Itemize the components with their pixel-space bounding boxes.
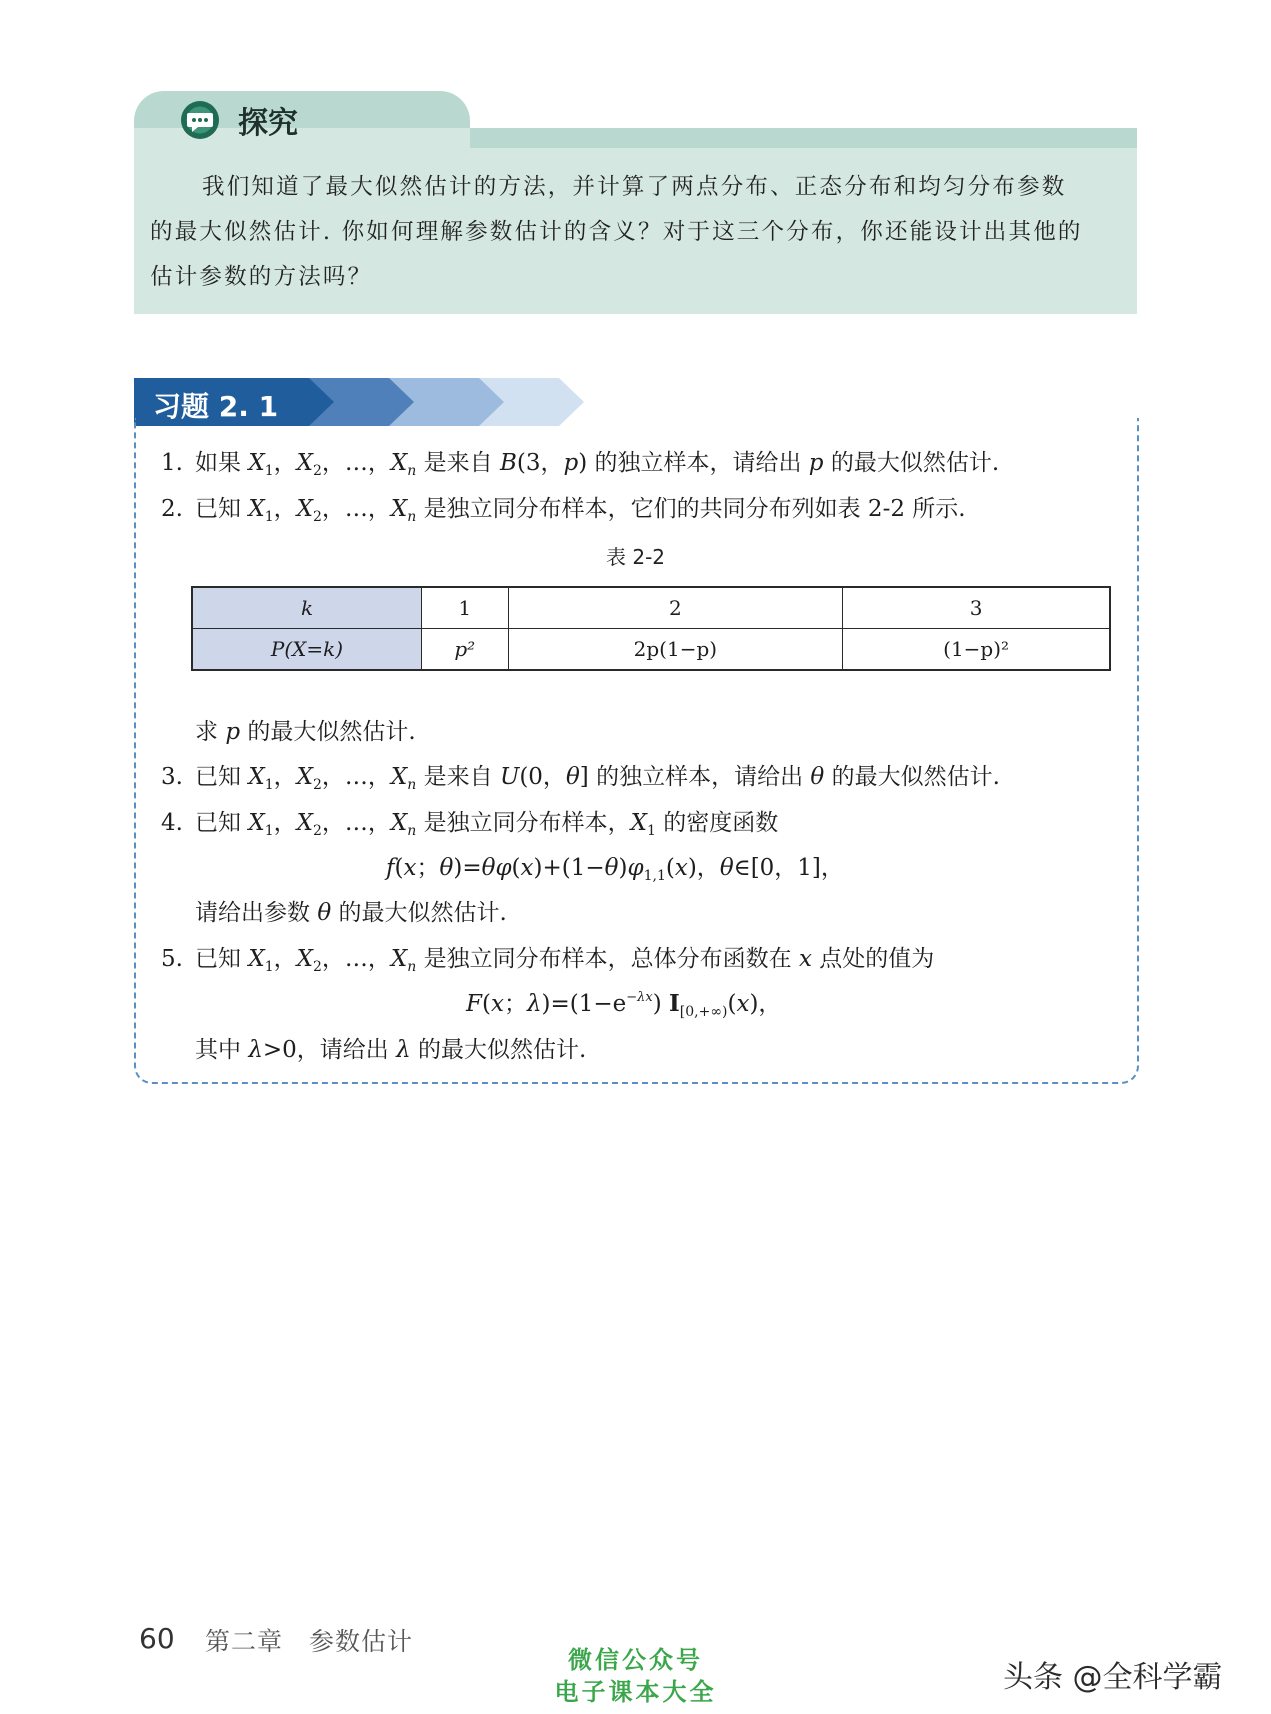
explore-title: 探究 [238,106,298,141]
table-cell: 1 [422,587,509,629]
table-cell: P(X=k) [192,629,422,671]
exercise-item-4-question: 请给出参数 θ 的最大似然估计. [195,900,507,926]
distribution-table [191,586,1111,671]
density-formula: f(x；$\theta)=\theta\varphi(x)+(1-\theta)\varphi_{1,1}(x)$，θ∈[0，1]， [386,855,844,884]
table-row [192,629,1110,671]
table-row [192,587,1110,629]
exercise-item-5: 5. 已知 $X_1$，$X_2$，…，$X_n$ 是独立同分布样本，总体分布函数在 x 点处的值为 [161,946,935,975]
chapter-label: 第二章 参数估计 [205,1627,414,1656]
explore-header-strip [470,128,1137,148]
credit-watermark: 头条 @全科学霸 [1003,1660,1223,1695]
table-cell: k [192,587,422,629]
table-caption: 表 2-2 [605,545,666,569]
table-cell: 2 [508,587,843,629]
exercise-item-2-question: 求 p 的最大似然估计. [195,719,416,745]
exercise-item-4: 4. 已知 $X_1$，$X_2$，…，$X_n$ 是独立同分布样本，$X_1$ 的密度函数 [161,810,779,839]
exercise-item-1: 1. 如果 $X_1$，$X_2$，…，$X_n$ 是来自 B(3，p) 的独立样本，请给出 p 的最大似然估计. [161,450,1000,479]
watermark-line: 微信公众号 [568,1646,703,1674]
table-cell: p² [422,629,509,671]
exercise-item-3: 3. 已知 $X_1$，$X_2$，…，$X_n$ 是来自 U(0，θ] 的独立样本，请给出 θ 的最大似然估计. [161,764,1000,793]
page-number: 60 [139,1622,175,1655]
chat-bubble-icon [180,100,220,140]
exercise-title: 习题 2. 1 [153,390,279,423]
explore-text-line: 估计参数的方法吗？ [150,264,373,290]
distribution-function-formula: F(x；$\lambda)=(1-e^{-\lambda x})$ $I_{[0,+\infty)}(x)$， [466,990,782,1020]
watermark-line: 电子课本大全 [554,1678,717,1706]
table-cell: (1−p)² [843,629,1110,671]
exercise-item-5-question: 其中 λ>0，请给出 λ 的最大似然估计. [195,1037,587,1063]
explore-text-line: 我们知道了最大似然估计的方法，并计算了两点分布、正态分布和均匀分布参数 [202,174,1067,200]
exercise-item-2: 2. 已知 $X_1$，$X_2$，…，$X_n$ 是独立同分布样本，它们的共同分布列如表 2-2 所示. [161,496,966,525]
table-cell: 3 [843,587,1110,629]
explore-text-line: 的最大似然估计. 你如何理解参数估计的含义？对于这三个分布，你还能设计出其他的 [150,219,1083,245]
table-cell: 2p(1−p) [508,629,843,671]
